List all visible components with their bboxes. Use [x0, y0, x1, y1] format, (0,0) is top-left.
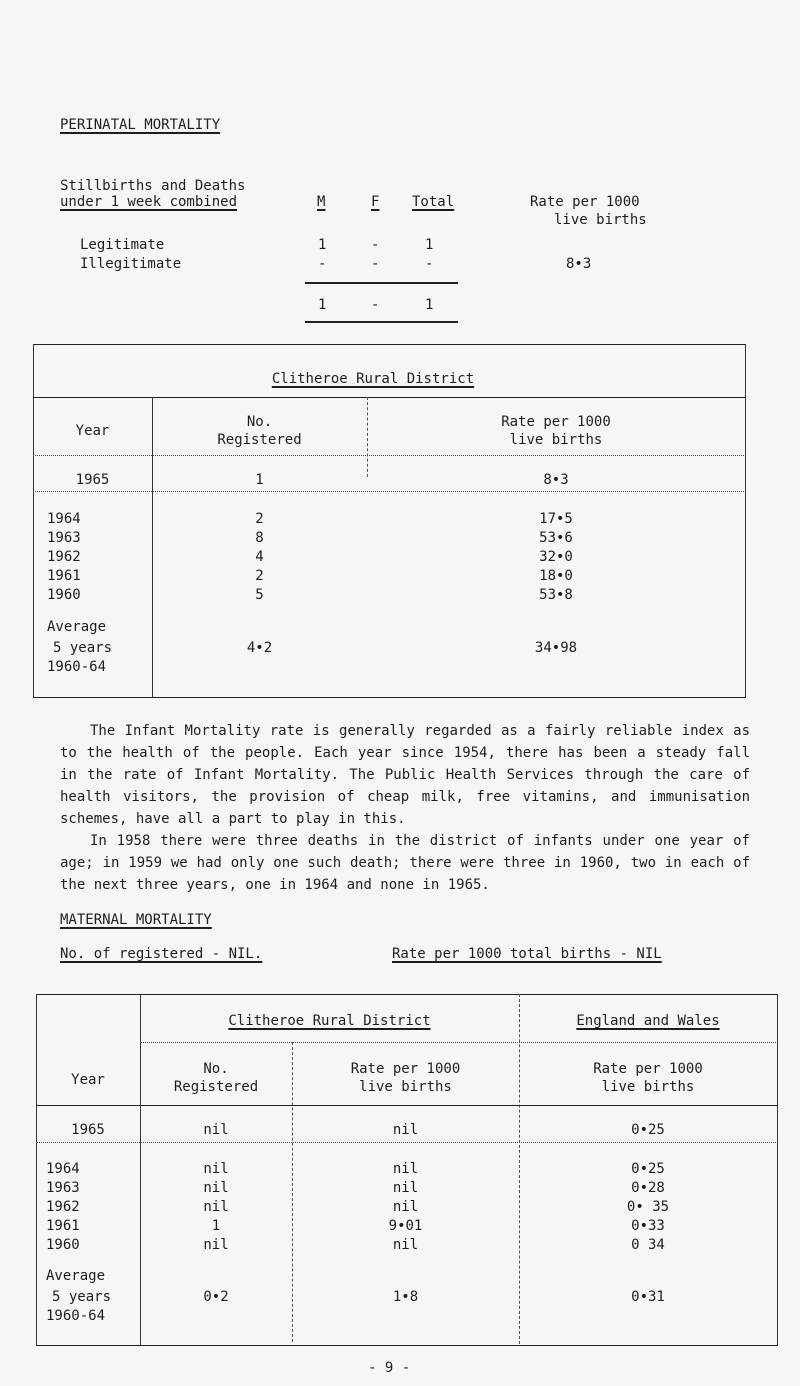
- table-row-no: nil: [203, 1161, 229, 1177]
- perinatal-row-rate: 8•3: [566, 256, 592, 272]
- table-current-rule: [36, 1142, 778, 1143]
- perinatal-row-m: -: [318, 256, 327, 272]
- table-row-year: 1963: [46, 1180, 80, 1196]
- infant-deaths-paragraph: In 1958 there were three deaths in the district of infants under one year of age; in 1959 we had only one such death; there were three in 1960, two in each of the next three years, one in 1964 and none in 1965.: [60, 833, 750, 893]
- maternal-col-ew-line2: live births: [601, 1079, 695, 1095]
- perinatal-col-no-line1: No.: [246, 414, 273, 430]
- table-row-no: 1: [211, 1218, 221, 1234]
- table-row-rate: 17•5: [539, 511, 573, 527]
- perinatal-row-total: 1: [425, 237, 434, 253]
- table-average-no: 4•2: [246, 640, 273, 656]
- table-row-no: nil: [203, 1180, 229, 1196]
- perinatal-row-total: -: [425, 256, 434, 272]
- perinatal-table-title-text: Clitheroe Rural District: [271, 371, 475, 387]
- table-row-ew: 0 34: [631, 1237, 665, 1253]
- table-row-year: 1961: [46, 1218, 80, 1234]
- table-row-year: 1960: [47, 587, 81, 603]
- perinatal-total-total: 1: [425, 297, 434, 313]
- perinatal-col-total: Total: [412, 194, 455, 210]
- table-row-no: nil: [203, 1199, 229, 1215]
- table-border-left: [36, 994, 37, 1346]
- table-row-no: nil: [203, 1237, 229, 1253]
- maternal-col-no-line1: No.: [203, 1061, 229, 1077]
- table-row-rate: 18•0: [539, 568, 573, 584]
- maternal-rate-total: Rate per 1000 total births - NIL: [392, 946, 662, 962]
- maternal-no-registered: No. of registered - NIL.: [60, 946, 263, 962]
- perinatal-table-title: [33, 371, 713, 387]
- maternal-current-ew: 0•25: [631, 1122, 665, 1138]
- maternal-table-title-local-text: Clitheroe Rural District: [228, 1013, 431, 1029]
- table-row-rate: 9•01: [388, 1218, 423, 1234]
- table-border-bottom: [33, 697, 746, 698]
- perinatal-title: PERINATAL MORTALITY: [60, 117, 221, 133]
- table-border-top: [36, 994, 778, 995]
- maternal-current-rate: nil: [392, 1122, 419, 1138]
- table-row-rate: nil: [392, 1237, 419, 1253]
- table-row-year: 1962: [47, 549, 81, 565]
- maternal-table-title-local: [140, 1013, 519, 1029]
- table-border-right: [777, 994, 778, 1346]
- perinatal-total-m: 1: [318, 297, 327, 313]
- table-row-year: 1961: [47, 568, 81, 584]
- table-row-year: 1960: [46, 1237, 80, 1253]
- table-header-rule: [140, 1042, 778, 1043]
- perinatal-current-year: 1965: [75, 472, 110, 488]
- table-average-rate: 34•98: [534, 640, 578, 656]
- maternal-current-year: 1965: [71, 1122, 105, 1138]
- table-row-rate: nil: [392, 1199, 419, 1215]
- table-subheader-rule: [36, 1105, 778, 1106]
- table-row-no: 8: [255, 530, 264, 546]
- table-row-year: 1964: [47, 511, 81, 527]
- table-row-ew: 0•33: [631, 1218, 665, 1234]
- table-row-no: 2: [255, 568, 264, 584]
- table-row-ew: 0• 35: [626, 1199, 670, 1215]
- table-row-rate: nil: [392, 1180, 419, 1196]
- table-average-line1: Average: [47, 619, 107, 635]
- table-row-ew: 0•25: [631, 1161, 665, 1177]
- table-header-rule: [33, 397, 746, 398]
- maternal-col-rate-line2: live births: [359, 1079, 452, 1095]
- table-row-ew: 0•28: [631, 1180, 665, 1196]
- table-average-line2: 5 years: [53, 640, 113, 656]
- table-row-no: 5: [255, 587, 264, 603]
- table-average-line3: 1960-64: [46, 1308, 106, 1324]
- maternal-col-rate-line1: Rate per 1000: [350, 1061, 461, 1077]
- table-average-no: 0•2: [203, 1289, 229, 1305]
- perinatal-col-f: F: [371, 194, 380, 210]
- perinatal-col-rate-line2: live births: [509, 432, 603, 448]
- maternal-current-no: nil: [203, 1122, 229, 1138]
- perinatal-row-f: -: [371, 237, 380, 253]
- table-average-line3: 1960-64: [47, 659, 107, 675]
- table-row-rate: 53•6: [539, 530, 573, 546]
- perinatal-row-label: Legitimate: [80, 237, 165, 253]
- table-current-rule: [33, 491, 746, 492]
- perinatal-total-f: -: [371, 297, 380, 313]
- perinatal-col-rate-line2: live births: [554, 212, 647, 228]
- perinatal-row-f: -: [371, 256, 380, 272]
- perinatal-total-double-rule: [305, 321, 458, 323]
- perinatal-heading-line2: under 1 week combined: [60, 194, 238, 210]
- table-row-rate: 32•0: [539, 549, 573, 565]
- perinatal-row-label: Illegitimate: [80, 256, 182, 272]
- table-average-line2: 5 years: [52, 1289, 112, 1305]
- maternal-col-year: Year: [71, 1072, 105, 1088]
- page-number: - 9 -: [368, 1360, 411, 1376]
- perinatal-col-rate-line1: Rate per 1000: [501, 414, 611, 430]
- table-subheader-rule: [33, 455, 746, 456]
- perinatal-col-year: Year: [75, 423, 110, 439]
- table-average-ew: 0•31: [631, 1289, 665, 1305]
- perinatal-col-m: M: [317, 194, 326, 210]
- table-row-no: 4: [255, 549, 264, 565]
- perinatal-total-rule: [305, 282, 458, 284]
- table-border-bottom: [36, 1345, 778, 1346]
- infant-mortality-paragraph: The Infant Mortality rate is generally regarded as a fairly reliable index as to the health of the people. Each year since 1954, there has been a steady fall in the rate of Infant Mortality. The Public Health Services through the care of health visitors, the provision of cheap milk, free vitamins, and immunisation schemes, have all a part to play in this.: [60, 723, 750, 827]
- table-row-rate: nil: [392, 1161, 419, 1177]
- perinatal-heading-line1: Stillbirths and Deaths: [60, 178, 246, 194]
- perinatal-col-rate-line1: Rate per 1000: [530, 194, 640, 210]
- table-row-no: 2: [255, 511, 264, 527]
- maternal-title: MATERNAL MORTALITY: [60, 912, 212, 928]
- table-row-year: 1962: [46, 1199, 80, 1215]
- perinatal-col-no-line2: Registered: [217, 432, 302, 448]
- table-row-year: 1963: [47, 530, 81, 546]
- maternal-table-title-national-text: England and Wales: [576, 1013, 720, 1029]
- maternal-col-ew-line1: Rate per 1000: [593, 1061, 703, 1077]
- perinatal-row-m: 1: [318, 237, 327, 253]
- perinatal-current-no: 1: [255, 472, 264, 488]
- table-average-line1: Average: [46, 1268, 106, 1284]
- maternal-table-title-national: [519, 1013, 777, 1029]
- table-border-top: [33, 344, 746, 345]
- table-average-rate: 1•8: [392, 1289, 419, 1305]
- maternal-col-no-line2: Registered: [173, 1079, 259, 1095]
- table-row-year: 1964: [46, 1161, 80, 1177]
- table-row-rate: 53•8: [539, 587, 573, 603]
- perinatal-current-rate: 8•3: [543, 472, 569, 488]
